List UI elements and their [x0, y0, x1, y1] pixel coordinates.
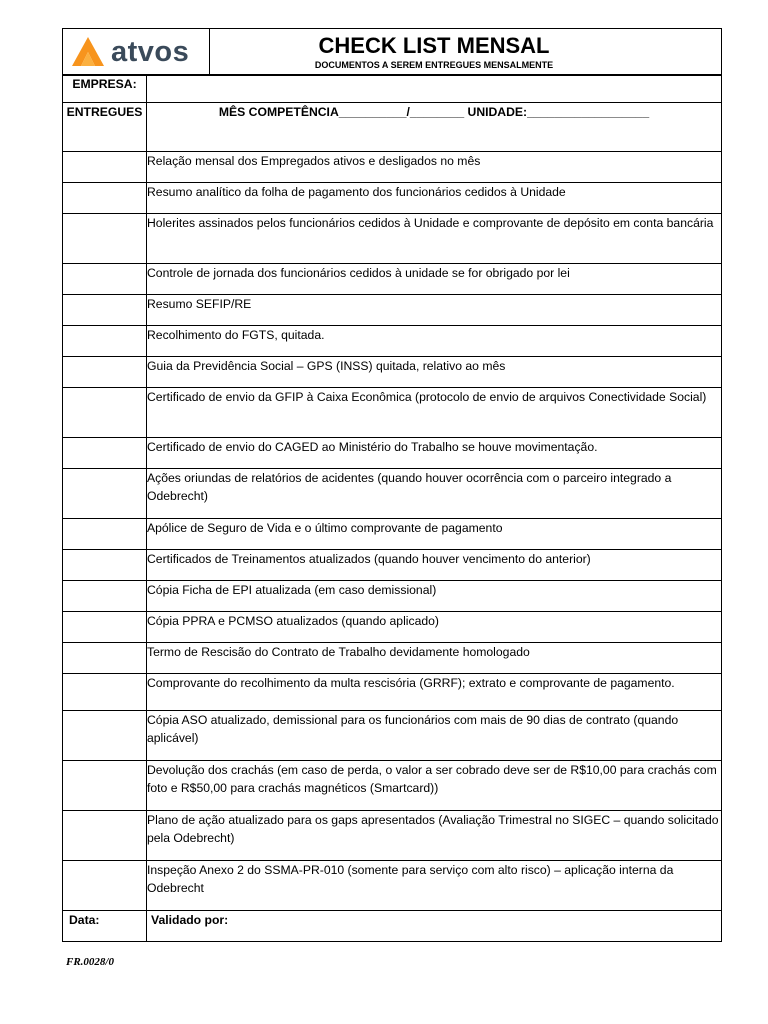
checklist-row [63, 581, 722, 612]
checklist-row [63, 519, 722, 550]
checklist-delivered-cell[interactable] [63, 519, 147, 550]
checklist-item-text: Cópia ASO atualizado, demissional para os funcionários com mais de 90 dias de contrato (quando aplicável) [147, 711, 722, 761]
empresa-field[interactable] [147, 75, 722, 103]
checklist-body [62, 74, 722, 942]
checklist-item-text: Certificados de Treinamentos atualizados (quando houver vencimento do anterior) [147, 550, 722, 581]
checklist-delivered-cell[interactable] [63, 388, 147, 438]
form-code: FR.0028/0 [66, 956, 114, 968]
entregues-row [63, 103, 722, 152]
checklist-item-text: Relação mensal dos Empregados ativos e desligados no mês [147, 152, 722, 183]
checklist-delivered-cell[interactable] [63, 550, 147, 581]
checklist-delivered-cell[interactable] [63, 711, 147, 761]
checklist-delivered-cell[interactable] [63, 612, 147, 643]
checklist-row [63, 264, 722, 295]
checklist-item-text: Apólice de Seguro de Vida e o último comprovante de pagamento [147, 519, 722, 550]
validated-by-label: Validado por: [147, 911, 722, 942]
checklist-item-text: Cópia Ficha de EPI atualizada (em caso demissional) [147, 581, 722, 612]
checklist-row [63, 326, 722, 357]
checklist-delivered-cell[interactable] [63, 811, 147, 861]
checklist-item-text: Guia da Previdência Social – GPS (INSS) quitada, relativo ao mês [147, 357, 722, 388]
checklist-delivered-cell[interactable] [63, 295, 147, 326]
checklist-item-text: Cópia PPRA e PCMSO atualizados (quando aplicado) [147, 612, 722, 643]
checklist-row [63, 811, 722, 861]
checklist-row [63, 612, 722, 643]
title-cell [147, 29, 722, 76]
checklist-item-text: Controle de jornada dos funcionários cedidos à unidade se for obrigado por lei [147, 264, 722, 295]
checklist-item-text: Termo de Rescisão do Contrato de Trabalho devidamente homologado [147, 643, 722, 674]
checklist-delivered-cell[interactable] [63, 643, 147, 674]
checklist-delivered-cell[interactable] [63, 326, 147, 357]
checklist-delivered-cell[interactable] [63, 214, 147, 264]
atvos-logo-icon [71, 36, 105, 68]
checklist-delivered-cell[interactable] [63, 469, 147, 519]
date-label: Data: [63, 911, 147, 942]
checklist-item-text: Certificado de envio do CAGED ao Ministério do Trabalho se houve movimentação. [147, 438, 722, 469]
checklist-item-text: Plano de ação atualizado para os gaps apresentados (Avaliação Trimestral no SIGEC – quando solicitado pela Odebrecht) [147, 811, 722, 861]
checklist-item-text: Resumo analítico da folha de pagamento dos funcionários cedidos à Unidade [147, 183, 722, 214]
checklist-row [63, 469, 722, 519]
checklist-delivered-cell[interactable] [63, 438, 147, 469]
checklist-delivered-cell[interactable] [63, 357, 147, 388]
checklist-row [63, 214, 722, 264]
checklist-row [63, 643, 722, 674]
checklist-delivered-cell[interactable] [63, 761, 147, 811]
page-subtitle: DOCUMENTOS A SEREM ENTREGUES MENSALMENTE [314, 60, 554, 70]
checklist-row [63, 861, 722, 911]
checklist-row [63, 438, 722, 469]
checklist-delivered-cell[interactable] [63, 183, 147, 214]
checklist-row [63, 711, 722, 761]
checklist-item-text: Comprovante do recolhimento da multa rescisória (GRRF); extrato e comprovante de pagamento. [147, 674, 722, 711]
page-title: CHECK LIST MENSAL [318, 33, 550, 58]
checklist-item-text: Ações oriundas de relatórios de acidentes (quando houver ocorrência com o parceiro integrado a Odebrecht) [147, 469, 722, 519]
checklist-row [63, 295, 722, 326]
checklist-item-text: Devolução dos crachás (em caso de perda, o valor a ser cobrado deve ser de R$10,00 para crachás com foto e R$50,00 para crachás magnéticos (Smartcard)) [147, 761, 722, 811]
checklist-row [63, 761, 722, 811]
mes-competencia-line: MÊS COMPETÊNCIA__________/________ UNIDADE:__________________ [147, 103, 722, 152]
logo-wordmark: atvos [111, 36, 190, 68]
checklist-delivered-cell[interactable] [63, 264, 147, 295]
footer-row [63, 911, 722, 942]
checklist-row [63, 183, 722, 214]
atvos-logo [63, 29, 209, 75]
checklist-items-table [62, 74, 722, 942]
empresa-row [63, 75, 722, 103]
checklist-delivered-cell[interactable] [63, 674, 147, 711]
checklist-row [63, 550, 722, 581]
checklist-row [63, 674, 722, 711]
empresa-label: EMPRESA: [63, 75, 147, 103]
checklist-delivered-cell[interactable] [63, 152, 147, 183]
checklist-item-text: Holerites assinados pelos funcionários cedidos à Unidade e comprovante de depósito em conta bancária [147, 214, 722, 264]
checklist-item-text: Resumo SEFIP/RE [147, 295, 722, 326]
logo-box [62, 28, 210, 75]
checklist-row [63, 388, 722, 438]
checklist-row [63, 357, 722, 388]
checklist-item-text: Certificado de envio da GFIP à Caixa Econômica (protocolo de envio de arquivos Conectividade Social) [147, 388, 722, 438]
checklist-row [63, 152, 722, 183]
checklist-delivered-cell[interactable] [63, 861, 147, 911]
checklist-item-text: Recolhimento do FGTS, quitada. [147, 326, 722, 357]
entregues-label: ENTREGUES [63, 103, 147, 152]
checklist-delivered-cell[interactable] [63, 581, 147, 612]
checklist-item-text: Inspeção Anexo 2 do SSMA-PR-010 (somente para serviço com alto risco) – aplicação interna da Odebrecht [147, 861, 722, 911]
